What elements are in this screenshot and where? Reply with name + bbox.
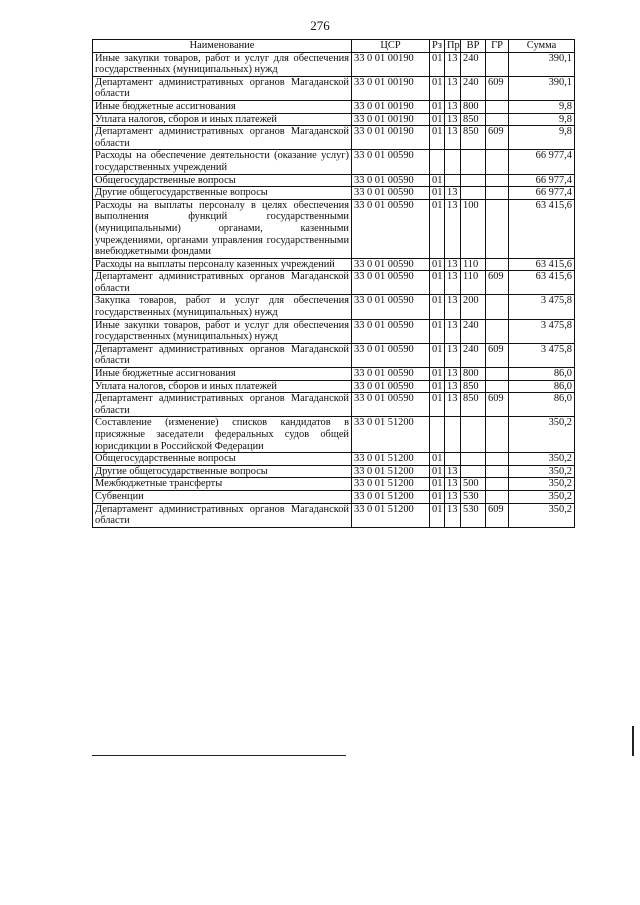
- cell-vr: 110: [461, 258, 486, 271]
- cell-name: Департамент административных органов Магаданской области: [93, 393, 352, 417]
- cell-pr: 13: [445, 52, 461, 76]
- cell-rz: 01: [430, 258, 445, 271]
- cell-name: Расходы на обеспечение деятельности (оказание услуг) государственных учреждений: [93, 150, 352, 174]
- table-row: [93, 271, 575, 295]
- cell-csr: 33 0 01 00590: [352, 295, 430, 319]
- cell-rz: 01: [430, 368, 445, 381]
- cell-pr: 13: [445, 478, 461, 491]
- cell-rz: 01: [430, 100, 445, 113]
- cell-csr: 33 0 01 00190: [352, 52, 430, 76]
- cell-name: Департамент административных органов Магаданской области: [93, 76, 352, 100]
- header-name: Наименование: [93, 40, 352, 53]
- margin-mark: [632, 726, 634, 756]
- cell-gr: [486, 478, 509, 491]
- header-sum: Сумма: [509, 40, 575, 53]
- cell-sum: 86,0: [509, 380, 575, 393]
- cell-name: Составление (изменение) списков кандидатов в присяжные заседатели федеральных судов общей юрисдикции в Российской Федерации: [93, 417, 352, 453]
- cell-csr: 33 0 01 00590: [352, 393, 430, 417]
- cell-rz: [430, 417, 445, 453]
- cell-csr: 33 0 01 00190: [352, 100, 430, 113]
- cell-gr: [486, 199, 509, 258]
- cell-name: Общегосударственные вопросы: [93, 174, 352, 187]
- header-rz: Рз: [430, 40, 445, 53]
- cell-name: Расходы на выплаты персоналу в целях обеспечения выполнения функций государственными (муниципальными) органами, казенными учреждениями, органами управления государственными внебюджетными фондами: [93, 199, 352, 258]
- cell-csr: 33 0 01 00590: [352, 150, 430, 174]
- cell-vr: 530: [461, 503, 486, 527]
- cell-name: Иные закупки товаров, работ и услуг для обеспечения государственных (муниципальных) нужд: [93, 52, 352, 76]
- table-row: [93, 113, 575, 126]
- table-row: [93, 465, 575, 478]
- cell-gr: [486, 465, 509, 478]
- table-row: [93, 478, 575, 491]
- cell-rz: 01: [430, 478, 445, 491]
- header-pr: Пр: [445, 40, 461, 53]
- cell-csr: 33 0 01 51200: [352, 503, 430, 527]
- cell-vr: 850: [461, 393, 486, 417]
- cell-pr: 13: [445, 113, 461, 126]
- cell-pr: 13: [445, 271, 461, 295]
- table-row: [93, 199, 575, 258]
- cell-vr: 800: [461, 368, 486, 381]
- cell-name: Уплата налогов, сборов и иных платежей: [93, 380, 352, 393]
- cell-rz: 01: [430, 503, 445, 527]
- cell-sum: 86,0: [509, 393, 575, 417]
- cell-name: Другие общегосударственные вопросы: [93, 187, 352, 200]
- cell-gr: [486, 150, 509, 174]
- table-body: [93, 52, 575, 527]
- cell-rz: 01: [430, 271, 445, 295]
- cell-name: Другие общегосударственные вопросы: [93, 465, 352, 478]
- cell-gr: [486, 295, 509, 319]
- cell-sum: 9,8: [509, 100, 575, 113]
- table-row: [93, 368, 575, 381]
- cell-name: Закупка товаров, работ и услуг для обеспечения государственных (муниципальных) нужд: [93, 295, 352, 319]
- cell-rz: 01: [430, 187, 445, 200]
- cell-vr: [461, 465, 486, 478]
- cell-gr: [486, 100, 509, 113]
- cell-csr: 33 0 01 00590: [352, 343, 430, 367]
- cell-pr: 13: [445, 380, 461, 393]
- cell-csr: 33 0 01 00590: [352, 319, 430, 343]
- cell-pr: 13: [445, 295, 461, 319]
- cell-pr: 13: [445, 465, 461, 478]
- cell-vr: 850: [461, 380, 486, 393]
- cell-pr: 13: [445, 490, 461, 503]
- cell-sum: 350,2: [509, 465, 575, 478]
- cell-sum: 390,1: [509, 52, 575, 76]
- cell-rz: 01: [430, 393, 445, 417]
- table-row: [93, 453, 575, 466]
- cell-name: Общегосударственные вопросы: [93, 453, 352, 466]
- header-gr: ГР: [486, 40, 509, 53]
- cell-name: Субвенции: [93, 490, 352, 503]
- cell-gr: 609: [486, 393, 509, 417]
- cell-csr: 33 0 01 51200: [352, 490, 430, 503]
- cell-rz: 01: [430, 199, 445, 258]
- cell-sum: 66 977,4: [509, 174, 575, 187]
- cell-rz: 01: [430, 52, 445, 76]
- cell-rz: 01: [430, 295, 445, 319]
- cell-csr: 33 0 01 51200: [352, 417, 430, 453]
- cell-pr: [445, 150, 461, 174]
- cell-rz: 01: [430, 319, 445, 343]
- cell-gr: [486, 368, 509, 381]
- cell-gr: 609: [486, 343, 509, 367]
- footnote-divider: [92, 755, 346, 756]
- cell-gr: [486, 380, 509, 393]
- cell-pr: 13: [445, 343, 461, 367]
- cell-sum: 350,2: [509, 453, 575, 466]
- budget-table: [92, 39, 575, 528]
- cell-gr: [486, 417, 509, 453]
- cell-gr: [486, 52, 509, 76]
- cell-name: Расходы на выплаты персоналу казенных учреждений: [93, 258, 352, 271]
- table-row: [93, 490, 575, 503]
- cell-name: Иные закупки товаров, работ и услуг для обеспечения государственных (муниципальных) нужд: [93, 319, 352, 343]
- cell-vr: 500: [461, 478, 486, 491]
- cell-pr: 13: [445, 503, 461, 527]
- cell-gr: [486, 187, 509, 200]
- cell-rz: 01: [430, 76, 445, 100]
- cell-vr: 240: [461, 52, 486, 76]
- cell-pr: 13: [445, 126, 461, 150]
- cell-vr: 200: [461, 295, 486, 319]
- cell-pr: [445, 453, 461, 466]
- cell-rz: 01: [430, 453, 445, 466]
- cell-csr: 33 0 01 00590: [352, 199, 430, 258]
- cell-pr: 13: [445, 319, 461, 343]
- page-number: 276: [310, 18, 330, 33]
- cell-sum: 3 475,8: [509, 343, 575, 367]
- cell-vr: 850: [461, 126, 486, 150]
- table-row: [93, 52, 575, 76]
- cell-rz: [430, 150, 445, 174]
- cell-sum: 3 475,8: [509, 319, 575, 343]
- cell-csr: 33 0 01 00590: [352, 187, 430, 200]
- table-row: [93, 295, 575, 319]
- cell-gr: [486, 258, 509, 271]
- cell-csr: 33 0 01 00190: [352, 126, 430, 150]
- cell-vr: 530: [461, 490, 486, 503]
- cell-name: Департамент административных органов Магаданской области: [93, 503, 352, 527]
- cell-csr: 33 0 01 00590: [352, 368, 430, 381]
- cell-csr: 33 0 01 00590: [352, 174, 430, 187]
- cell-name: Иные бюджетные ассигнования: [93, 368, 352, 381]
- cell-sum: 63 415,6: [509, 258, 575, 271]
- cell-rz: 01: [430, 174, 445, 187]
- table-row: [93, 380, 575, 393]
- cell-rz: 01: [430, 380, 445, 393]
- cell-vr: [461, 174, 486, 187]
- cell-vr: [461, 187, 486, 200]
- cell-sum: 350,2: [509, 503, 575, 527]
- table-row: [93, 150, 575, 174]
- cell-vr: 240: [461, 76, 486, 100]
- cell-vr: 100: [461, 199, 486, 258]
- table-row: [93, 503, 575, 527]
- cell-name: Департамент административных органов Магаданской области: [93, 343, 352, 367]
- table-row: [93, 258, 575, 271]
- cell-csr: 33 0 01 00590: [352, 380, 430, 393]
- cell-pr: 13: [445, 76, 461, 100]
- cell-vr: 240: [461, 319, 486, 343]
- cell-csr: 33 0 01 51200: [352, 478, 430, 491]
- cell-sum: 350,2: [509, 478, 575, 491]
- table-row: [93, 417, 575, 453]
- table-row: [93, 319, 575, 343]
- cell-rz: 01: [430, 343, 445, 367]
- cell-pr: 13: [445, 368, 461, 381]
- cell-csr: 33 0 01 00190: [352, 113, 430, 126]
- cell-name: Иные бюджетные ассигнования: [93, 100, 352, 113]
- cell-gr: 609: [486, 271, 509, 295]
- cell-csr: 33 0 01 00590: [352, 271, 430, 295]
- cell-gr: [486, 113, 509, 126]
- cell-sum: 63 415,6: [509, 199, 575, 258]
- cell-sum: 66 977,4: [509, 150, 575, 174]
- cell-csr: 33 0 01 00590: [352, 258, 430, 271]
- cell-name: Межбюджетные трансферты: [93, 478, 352, 491]
- cell-rz: 01: [430, 113, 445, 126]
- cell-pr: 13: [445, 258, 461, 271]
- cell-name: Департамент административных органов Магаданской области: [93, 271, 352, 295]
- cell-sum: 350,2: [509, 417, 575, 453]
- cell-vr: 850: [461, 113, 486, 126]
- cell-pr: 13: [445, 187, 461, 200]
- cell-pr: 13: [445, 393, 461, 417]
- cell-name: Уплата налогов, сборов и иных платежей: [93, 113, 352, 126]
- cell-gr: [486, 319, 509, 343]
- cell-sum: 350,2: [509, 490, 575, 503]
- table-row: [93, 187, 575, 200]
- table-header-row: [93, 40, 575, 53]
- table-row: [93, 100, 575, 113]
- cell-pr: [445, 417, 461, 453]
- cell-rz: 01: [430, 490, 445, 503]
- cell-pr: 13: [445, 199, 461, 258]
- cell-vr: 800: [461, 100, 486, 113]
- cell-sum: 86,0: [509, 368, 575, 381]
- cell-sum: 3 475,8: [509, 295, 575, 319]
- cell-vr: [461, 150, 486, 174]
- table-row: [93, 76, 575, 100]
- cell-name: Департамент административных органов Магаданской области: [93, 126, 352, 150]
- cell-csr: 33 0 01 00190: [352, 76, 430, 100]
- cell-vr: 110: [461, 271, 486, 295]
- cell-sum: 9,8: [509, 113, 575, 126]
- cell-rz: 01: [430, 126, 445, 150]
- cell-pr: [445, 174, 461, 187]
- cell-pr: 13: [445, 100, 461, 113]
- header-vr: ВР: [461, 40, 486, 53]
- cell-sum: 390,1: [509, 76, 575, 100]
- cell-gr: [486, 174, 509, 187]
- cell-sum: 66 977,4: [509, 187, 575, 200]
- cell-gr: [486, 453, 509, 466]
- table-row: [93, 393, 575, 417]
- cell-gr: [486, 490, 509, 503]
- cell-csr: 33 0 01 51200: [352, 465, 430, 478]
- header-csr: ЦСР: [352, 40, 430, 53]
- table-row: [93, 174, 575, 187]
- cell-csr: 33 0 01 51200: [352, 453, 430, 466]
- cell-gr: 609: [486, 503, 509, 527]
- table-row: [93, 126, 575, 150]
- cell-vr: [461, 417, 486, 453]
- cell-gr: 609: [486, 126, 509, 150]
- table-row: [93, 343, 575, 367]
- cell-vr: [461, 453, 486, 466]
- cell-sum: 63 415,6: [509, 271, 575, 295]
- cell-vr: 240: [461, 343, 486, 367]
- cell-sum: 9,8: [509, 126, 575, 150]
- cell-rz: 01: [430, 465, 445, 478]
- cell-gr: 609: [486, 76, 509, 100]
